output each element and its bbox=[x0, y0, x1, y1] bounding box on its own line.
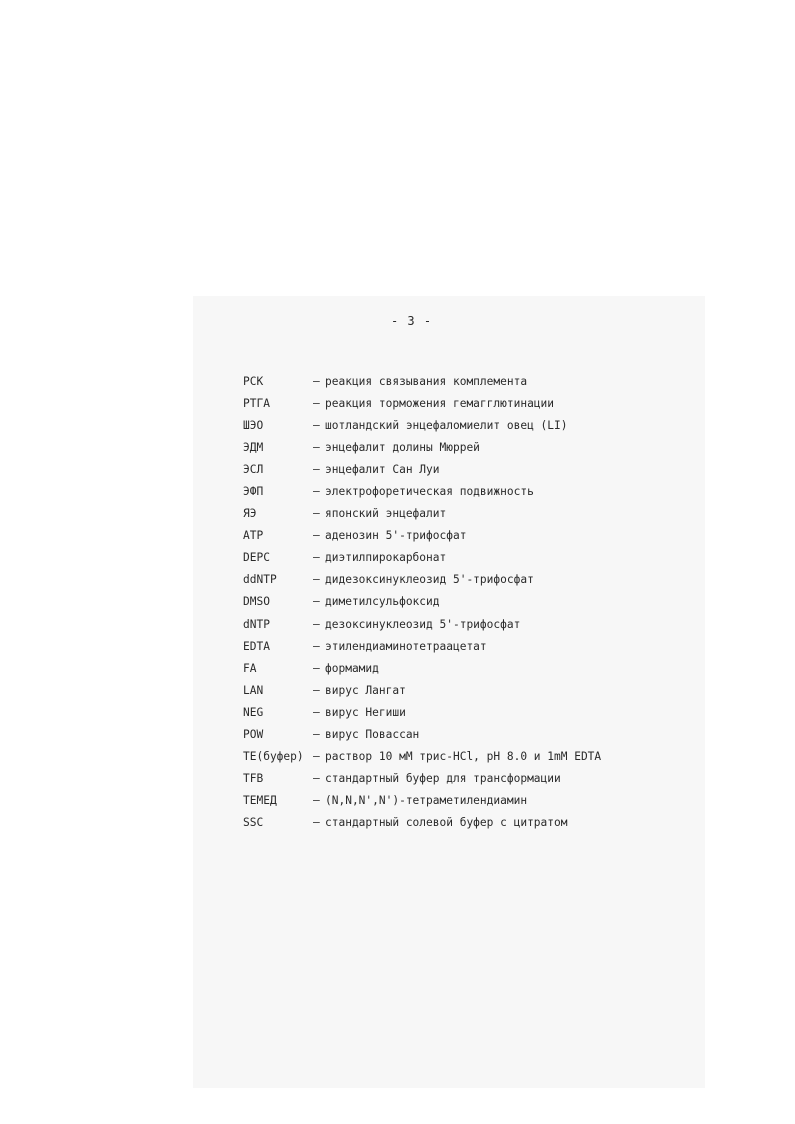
abbreviation-row bbox=[243, 635, 683, 657]
abbreviation-dash: – bbox=[313, 529, 320, 543]
abbreviation-definition: энцефалит Сан Луи bbox=[325, 462, 440, 476]
abbreviation-term: SSC bbox=[243, 816, 264, 830]
abbreviation-definition: шотландский энцефаломиелит овец (LI) bbox=[325, 418, 568, 432]
abbreviation-row bbox=[243, 591, 683, 613]
abbreviation-term: NEG bbox=[243, 705, 264, 719]
abbreviation-row bbox=[243, 503, 683, 525]
abbreviation-dash: – bbox=[313, 772, 320, 786]
abbreviation-term: ЭСЛ bbox=[243, 462, 264, 476]
abbreviation-row bbox=[243, 458, 683, 480]
abbreviation-term: EDTA bbox=[243, 639, 270, 653]
abbreviation-row bbox=[243, 436, 683, 458]
abbreviation-dash: – bbox=[313, 462, 320, 476]
abbreviation-row bbox=[243, 679, 683, 701]
abbreviation-dash: – bbox=[313, 595, 320, 609]
abbreviation-dash: – bbox=[313, 705, 320, 719]
abbreviation-term: TFB bbox=[243, 772, 264, 786]
abbreviation-dash: – bbox=[313, 639, 320, 653]
abbreviation-definition: вирус Негиши bbox=[325, 705, 406, 719]
abbreviation-definition: реакция торможения гемагглютинации bbox=[325, 396, 555, 410]
abbreviation-term: DMSO bbox=[243, 595, 270, 609]
abbreviation-row bbox=[243, 746, 683, 768]
abbreviation-dash: – bbox=[313, 573, 320, 587]
abbreviation-definition: вирус Лангат bbox=[325, 683, 406, 697]
abbreviation-term: ATP bbox=[243, 529, 264, 543]
abbreviation-term: POW bbox=[243, 728, 264, 742]
abbreviation-term: TE(буфер) bbox=[243, 750, 304, 764]
abbreviation-definition: диэтилпирокарбонат bbox=[325, 551, 447, 565]
abbreviation-term: ШЭО bbox=[243, 418, 264, 432]
abbreviation-row bbox=[243, 525, 683, 547]
abbreviation-dash: – bbox=[313, 551, 320, 565]
abbreviation-row bbox=[243, 724, 683, 746]
abbreviation-row bbox=[243, 613, 683, 635]
abbreviation-definition: формамид bbox=[325, 661, 379, 675]
abbreviation-dash: – bbox=[313, 418, 320, 432]
abbreviation-definition: аденозин 5'-трифосфат bbox=[325, 529, 467, 543]
abbreviation-row bbox=[243, 812, 683, 834]
abbreviation-definition: раствор 10 мМ трис-HCl, pH 8.0 и 1mM EDTA bbox=[325, 750, 602, 764]
abbreviation-row bbox=[243, 414, 683, 436]
abbreviation-term: ЭДМ bbox=[243, 440, 264, 454]
abbreviation-definition: дидезоксинуклеозид 5'-трифосфат bbox=[325, 573, 534, 587]
abbreviation-definition: энцефалит долины Мюррей bbox=[325, 440, 480, 454]
abbreviation-dash: – bbox=[313, 617, 320, 631]
abbreviation-row bbox=[243, 547, 683, 569]
abbreviation-term: ЭФП bbox=[243, 485, 264, 499]
abbreviation-definition: этилендиаминотетраацетат bbox=[325, 639, 487, 653]
abbreviation-row bbox=[243, 701, 683, 723]
abbreviation-dash: – bbox=[313, 485, 320, 499]
abbreviation-term: ТЕМЕД bbox=[243, 794, 277, 808]
abbreviation-definition: электрофоретическая подвижность bbox=[325, 485, 534, 499]
abbreviation-dash: – bbox=[313, 816, 320, 830]
abbreviation-row bbox=[243, 392, 683, 414]
abbreviation-list bbox=[243, 370, 683, 834]
abbreviation-row bbox=[243, 790, 683, 812]
abbreviation-definition: диметилсульфоксид bbox=[325, 595, 440, 609]
abbreviation-definition: вирус Повассан bbox=[325, 728, 420, 742]
abbreviation-definition: дезоксинуклеозид 5'-трифосфат bbox=[325, 617, 521, 631]
abbreviation-dash: – bbox=[313, 728, 320, 742]
abbreviation-dash: – bbox=[313, 750, 320, 764]
abbreviation-row bbox=[243, 768, 683, 790]
abbreviation-definition: японский энцефалит bbox=[325, 507, 447, 521]
abbreviation-dash: – bbox=[313, 683, 320, 697]
abbreviation-dash: – bbox=[313, 794, 320, 808]
abbreviation-row bbox=[243, 569, 683, 591]
abbreviation-dash: – bbox=[313, 440, 320, 454]
abbreviation-dash: – bbox=[313, 661, 320, 675]
abbreviation-dash: – bbox=[313, 507, 320, 521]
abbreviation-dash: – bbox=[313, 374, 320, 388]
abbreviation-row bbox=[243, 370, 683, 392]
abbreviation-term: РТГА bbox=[243, 396, 270, 410]
abbreviation-term: DEPC bbox=[243, 551, 270, 565]
abbreviation-row bbox=[243, 480, 683, 502]
abbreviation-term: РСК bbox=[243, 374, 264, 388]
abbreviation-term: ЯЭ bbox=[243, 507, 257, 521]
abbreviation-definition: стандартный буфер для трансформации bbox=[325, 772, 561, 786]
abbreviation-dash: – bbox=[313, 396, 320, 410]
page-number: - 3 - bbox=[390, 314, 433, 328]
abbreviation-definition: реакция связывания комплемента bbox=[325, 374, 528, 388]
abbreviation-term: ddNTP bbox=[243, 573, 277, 587]
abbreviation-term: dNTP bbox=[243, 617, 270, 631]
abbreviation-term: LAN bbox=[243, 683, 264, 697]
abbreviation-term: FA bbox=[243, 661, 257, 675]
abbreviation-row bbox=[243, 657, 683, 679]
abbreviation-definition: стандартный солевой буфер с цитратом bbox=[325, 816, 568, 830]
abbreviation-definition: (N,N,N',N')-тетраметилендиамин bbox=[325, 794, 528, 808]
